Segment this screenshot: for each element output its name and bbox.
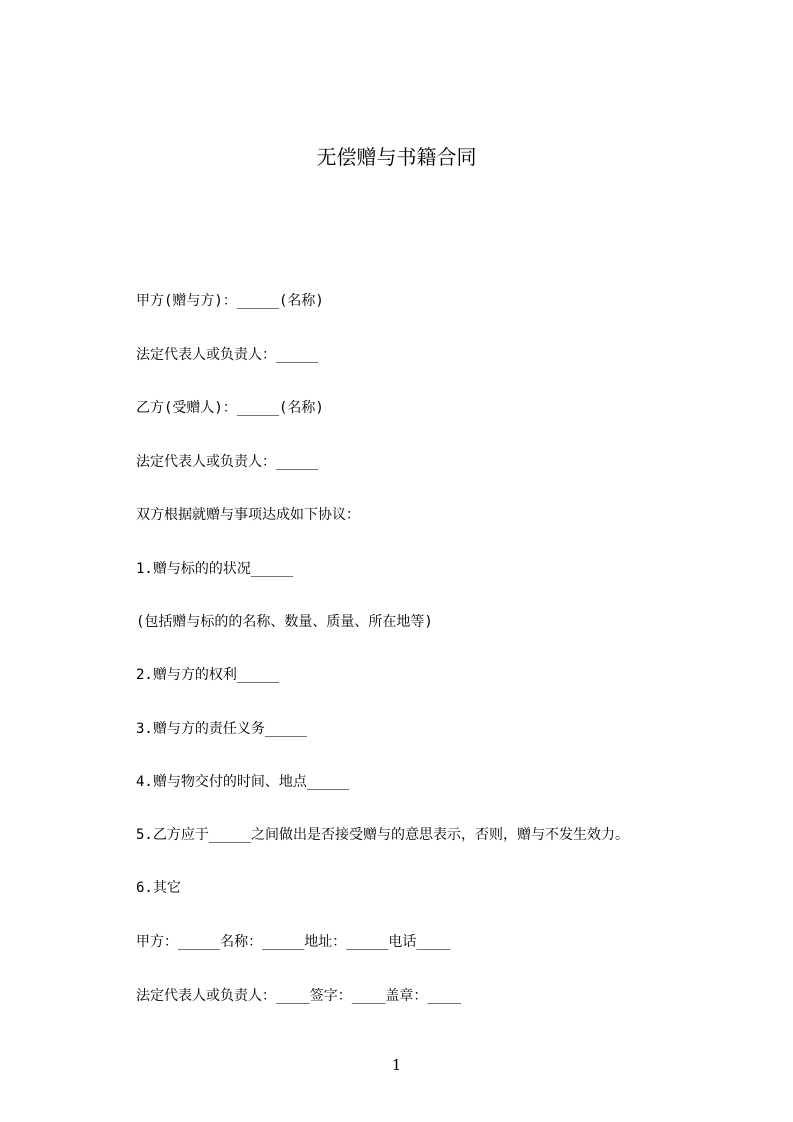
agreement-intro: 双方根据就赠与事项达成如下协议： <box>136 507 360 523</box>
clause-3: 3.赠与方的责任义务_____ <box>136 721 308 737</box>
clause-5: 5.乙方应于_____之间做出是否接受赠与的意思表示，否则，赠与不发生效力。 <box>136 827 629 843</box>
clause-4: 4.赠与物交付的时间、地点_____ <box>136 774 350 790</box>
party-a-signature-info: 甲方：_____名称：_____地址：_____电话____ <box>136 934 451 950</box>
party-a-representative-line: 法定代表人或负责人：_____ <box>136 347 319 363</box>
clause-2: 2.赠与方的权利_____ <box>136 667 280 683</box>
representative-signature-info: 法定代表人或负责人：____签字：____盖章：____ <box>136 988 462 1004</box>
party-b-representative-line: 法定代表人或负责人：_____ <box>136 454 319 470</box>
clause-1-note: (包括赠与标的的名称、数量、质量、所在地等) <box>136 614 433 630</box>
party-b-line: 乙方(受赠人)：_____(名称) <box>136 400 324 416</box>
clause-6: 6.其它 <box>136 880 181 896</box>
page-number: 1 <box>391 1056 402 1074</box>
party-a-line: 甲方(赠与方)：_____(名称) <box>136 293 324 309</box>
document-title: 无偿赠与书籍合同 <box>316 145 477 169</box>
clause-1: 1.赠与标的的状况_____ <box>136 561 294 577</box>
